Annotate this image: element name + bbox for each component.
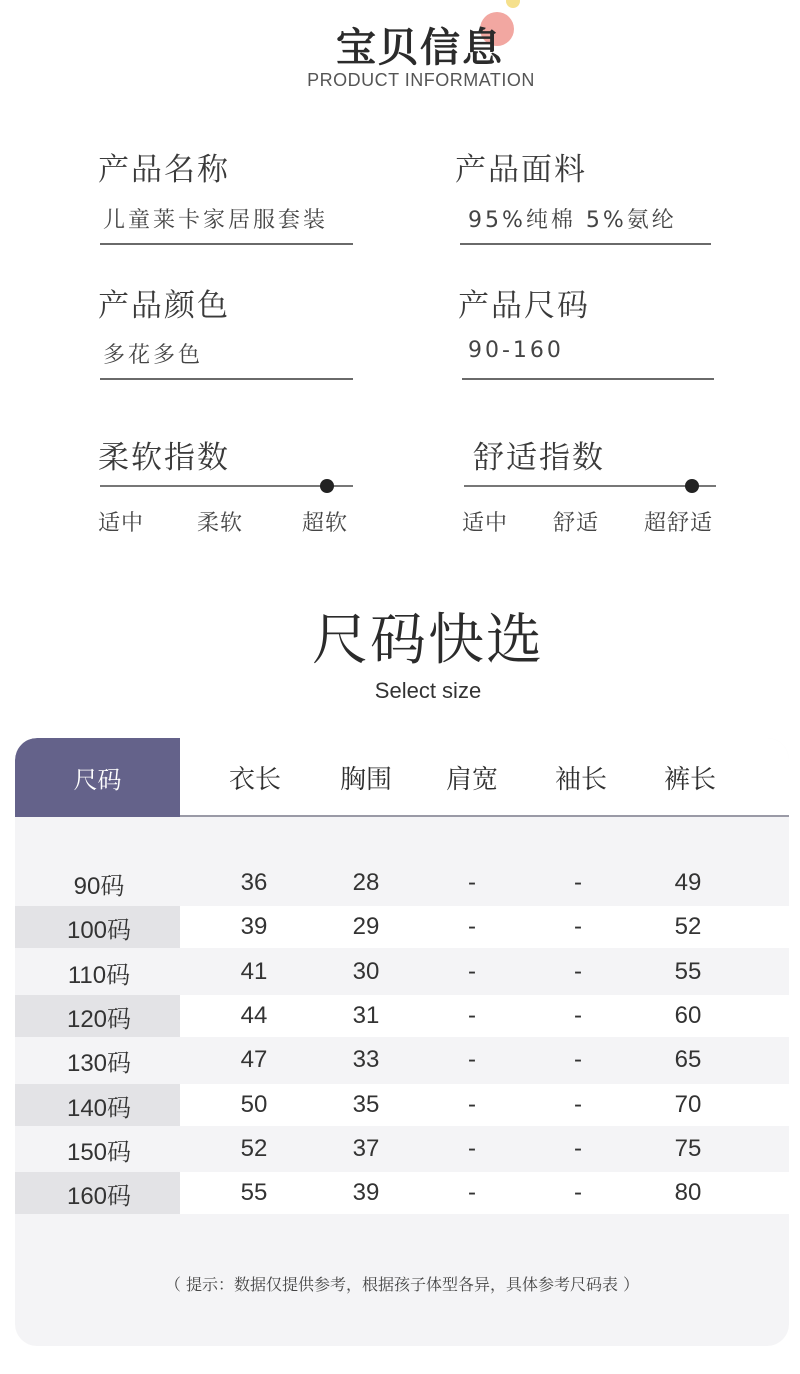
product-size-label: 产品尺码: [458, 288, 590, 324]
column-header-sleeve: 袖长: [554, 764, 607, 795]
size-chart-title: 尺码快选: [312, 608, 544, 673]
cell-sleeve: -: [574, 1135, 582, 1162]
cell-chest: 30: [352, 958, 380, 985]
cell-shoulder: -: [468, 913, 476, 940]
table-row: [15, 906, 789, 948]
cell-pants: 65: [674, 1046, 702, 1073]
product-name-underline: [100, 243, 353, 245]
column-header-size: 尺码: [15, 738, 180, 817]
cell-pants: 60: [674, 1002, 702, 1029]
cell-length: 55: [240, 1179, 268, 1206]
product-size-underline: [462, 378, 714, 380]
softness-tick-3: 超软: [302, 511, 349, 536]
cell-pants: 75: [674, 1135, 702, 1162]
column-header-chest: 胸围: [339, 764, 392, 795]
cell-size: 90码: [73, 872, 125, 900]
table-row: [15, 1039, 789, 1081]
cell-chest: 33: [352, 1046, 380, 1073]
cell-sleeve: -: [574, 1179, 582, 1206]
table-row: [15, 1172, 789, 1214]
comfort-tick-1: 适中: [462, 511, 509, 536]
cell-length: 50: [240, 1091, 268, 1118]
size-chart-note: （ 提示：数据仅提供参考，根据孩子体型各异，具体参考尺码表 ）: [164, 1275, 640, 1294]
cell-chest: 37: [352, 1135, 380, 1162]
cell-length: 44: [240, 1002, 268, 1029]
cell-length: 39: [240, 913, 268, 940]
cell-sleeve: -: [574, 869, 582, 896]
cell-size: 150码: [66, 1138, 132, 1166]
comfort-tick-2: 舒适: [553, 511, 600, 536]
cell-pants: 55: [674, 958, 702, 985]
column-header-length: 衣长: [228, 764, 281, 795]
softness-label: 柔软指数: [98, 440, 230, 476]
product-color-underline: [100, 378, 353, 380]
cell-size: 140码: [66, 1094, 132, 1122]
table-row: [15, 995, 789, 1037]
table-row: [15, 951, 789, 993]
comfort-track: [464, 485, 716, 487]
cell-shoulder: -: [468, 1135, 476, 1162]
comfort-indicator: [685, 479, 699, 493]
cell-length: 36: [240, 869, 268, 896]
decorative-dot-yellow: [506, 0, 520, 8]
product-fabric-label: 产品面料: [455, 152, 587, 188]
cell-sleeve: -: [574, 913, 582, 940]
cell-length: 47: [240, 1046, 268, 1073]
cell-shoulder: -: [468, 1002, 476, 1029]
product-color-label: 产品颜色: [98, 288, 230, 324]
table-row: [15, 1128, 789, 1170]
cell-chest: 39: [352, 1179, 380, 1206]
cell-pants: 49: [674, 869, 702, 896]
column-header-pants: 裤长: [663, 764, 716, 795]
table-row: [15, 862, 789, 904]
cell-shoulder: -: [468, 958, 476, 985]
softness-indicator: [320, 479, 334, 493]
cell-sleeve: -: [574, 1046, 582, 1073]
cell-chest: 28: [352, 869, 380, 896]
cell-sleeve: -: [574, 1091, 582, 1118]
cell-sleeve: -: [574, 1002, 582, 1029]
product-color-value: 多花多色: [103, 343, 204, 368]
comfort-tick-3: 超舒适: [644, 511, 714, 536]
cell-size: 110码: [67, 961, 131, 989]
cell-chest: 35: [352, 1091, 380, 1118]
cell-size: 160码: [66, 1182, 132, 1210]
cell-size: 100码: [66, 916, 132, 944]
cell-pants: 80: [674, 1179, 702, 1206]
page-subtitle: PRODUCT INFORMATION: [307, 70, 535, 90]
cell-chest: 29: [352, 913, 380, 940]
cell-size: 130码: [66, 1049, 132, 1077]
softness-tick-1: 适中: [98, 511, 145, 536]
comfort-label: 舒适指数: [473, 440, 605, 476]
cell-pants: 52: [674, 913, 702, 940]
column-header-shoulder: 肩宽: [445, 764, 498, 795]
cell-shoulder: -: [468, 1046, 476, 1073]
product-fabric-underline: [460, 243, 711, 245]
table-row: [15, 1084, 789, 1126]
cell-chest: 31: [352, 1002, 380, 1029]
cell-shoulder: -: [468, 1091, 476, 1118]
size-table: [15, 738, 789, 1346]
page-title: 宝贝信息: [336, 25, 504, 71]
softness-track: [100, 485, 353, 487]
size-chart-subtitle: Select size: [374, 678, 482, 703]
cell-sleeve: -: [574, 958, 582, 985]
cell-shoulder: -: [468, 1179, 476, 1206]
cell-pants: 70: [674, 1091, 702, 1118]
cell-size: 120码: [66, 1005, 132, 1033]
cell-shoulder: -: [468, 869, 476, 896]
product-fabric-value: 95%纯棉 5%氨纶: [468, 208, 677, 233]
softness-tick-2: 柔软: [197, 511, 244, 536]
product-name-value: 儿童莱卡家居服套装: [103, 208, 329, 233]
product-name-label: 产品名称: [98, 152, 230, 188]
cell-length: 41: [240, 958, 268, 985]
cell-length: 52: [240, 1135, 268, 1162]
product-size-value: 90-160: [468, 338, 564, 363]
